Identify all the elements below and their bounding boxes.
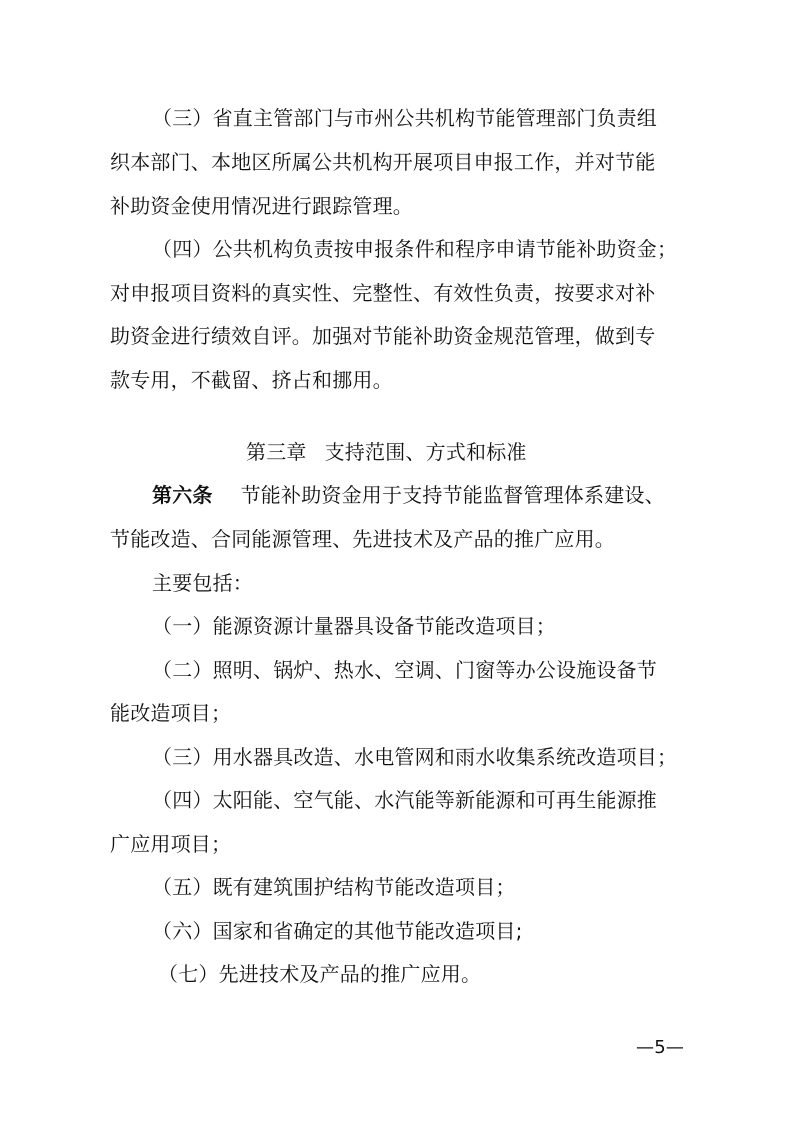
chapter-number: 第三章 xyxy=(246,440,307,464)
article-line xyxy=(152,483,665,507)
list-item: 能改造项目； xyxy=(110,701,232,725)
chapter-title: 支持范围、方式和标准 xyxy=(324,440,527,464)
paragraph-line: 补助资金使用情况进行跟踪管理。 xyxy=(110,194,413,218)
article-text: 节能补助资金用于支持节能监督管理体系建设、 xyxy=(240,483,665,507)
paragraph-line: 织本部门、本地区所属公共机构开展项目申报工作，并对节能 xyxy=(110,150,656,174)
page-number: —5— xyxy=(636,1037,685,1058)
list-item: 广应用项目； xyxy=(110,832,232,856)
list-item: （六）国家和省确定的其他节能改造项目; xyxy=(152,919,523,943)
article-label: 第六条 xyxy=(152,483,213,507)
list-item: （二）照明、锅炉、热水、空调、门窗等办公设施设备节 xyxy=(152,658,657,682)
list-intro: 主要包括： xyxy=(152,571,253,595)
paragraph-line: 助资金进行绩效自评。加强对节能补助资金规范管理，做到专 xyxy=(110,324,656,348)
list-item: （五）既有建筑围护结构节能改造项目； xyxy=(152,875,516,899)
paragraph-line: 对申报项目资料的真实性、完整性、有效性负责，按要求对补 xyxy=(110,281,656,305)
list-item: （三）用水器具改造、水电管网和雨水收集系统改造项目； xyxy=(152,745,678,769)
list-item: （一）能源资源计量器具设备节能改造项目； xyxy=(152,614,556,638)
paragraph-line: 节能改造、合同能源管理、先进技术及产品的推广应用。 xyxy=(110,527,615,551)
paragraph-line: （三）省直主管部门与市州公共机构节能管理部门负责组 xyxy=(152,106,657,130)
paragraph-line: （四）公共机构负责按申报条件和程序申请节能补助资金； xyxy=(152,237,678,261)
list-item: （四）太阳能、空气能、水汽能等新能源和可再生能源推 xyxy=(152,788,657,812)
list-item: （七）先进技术及产品的推广应用。 xyxy=(158,962,482,986)
paragraph-line: 款专用，不截留、挤占和挪用。 xyxy=(110,368,393,392)
chapter-heading xyxy=(246,440,527,464)
